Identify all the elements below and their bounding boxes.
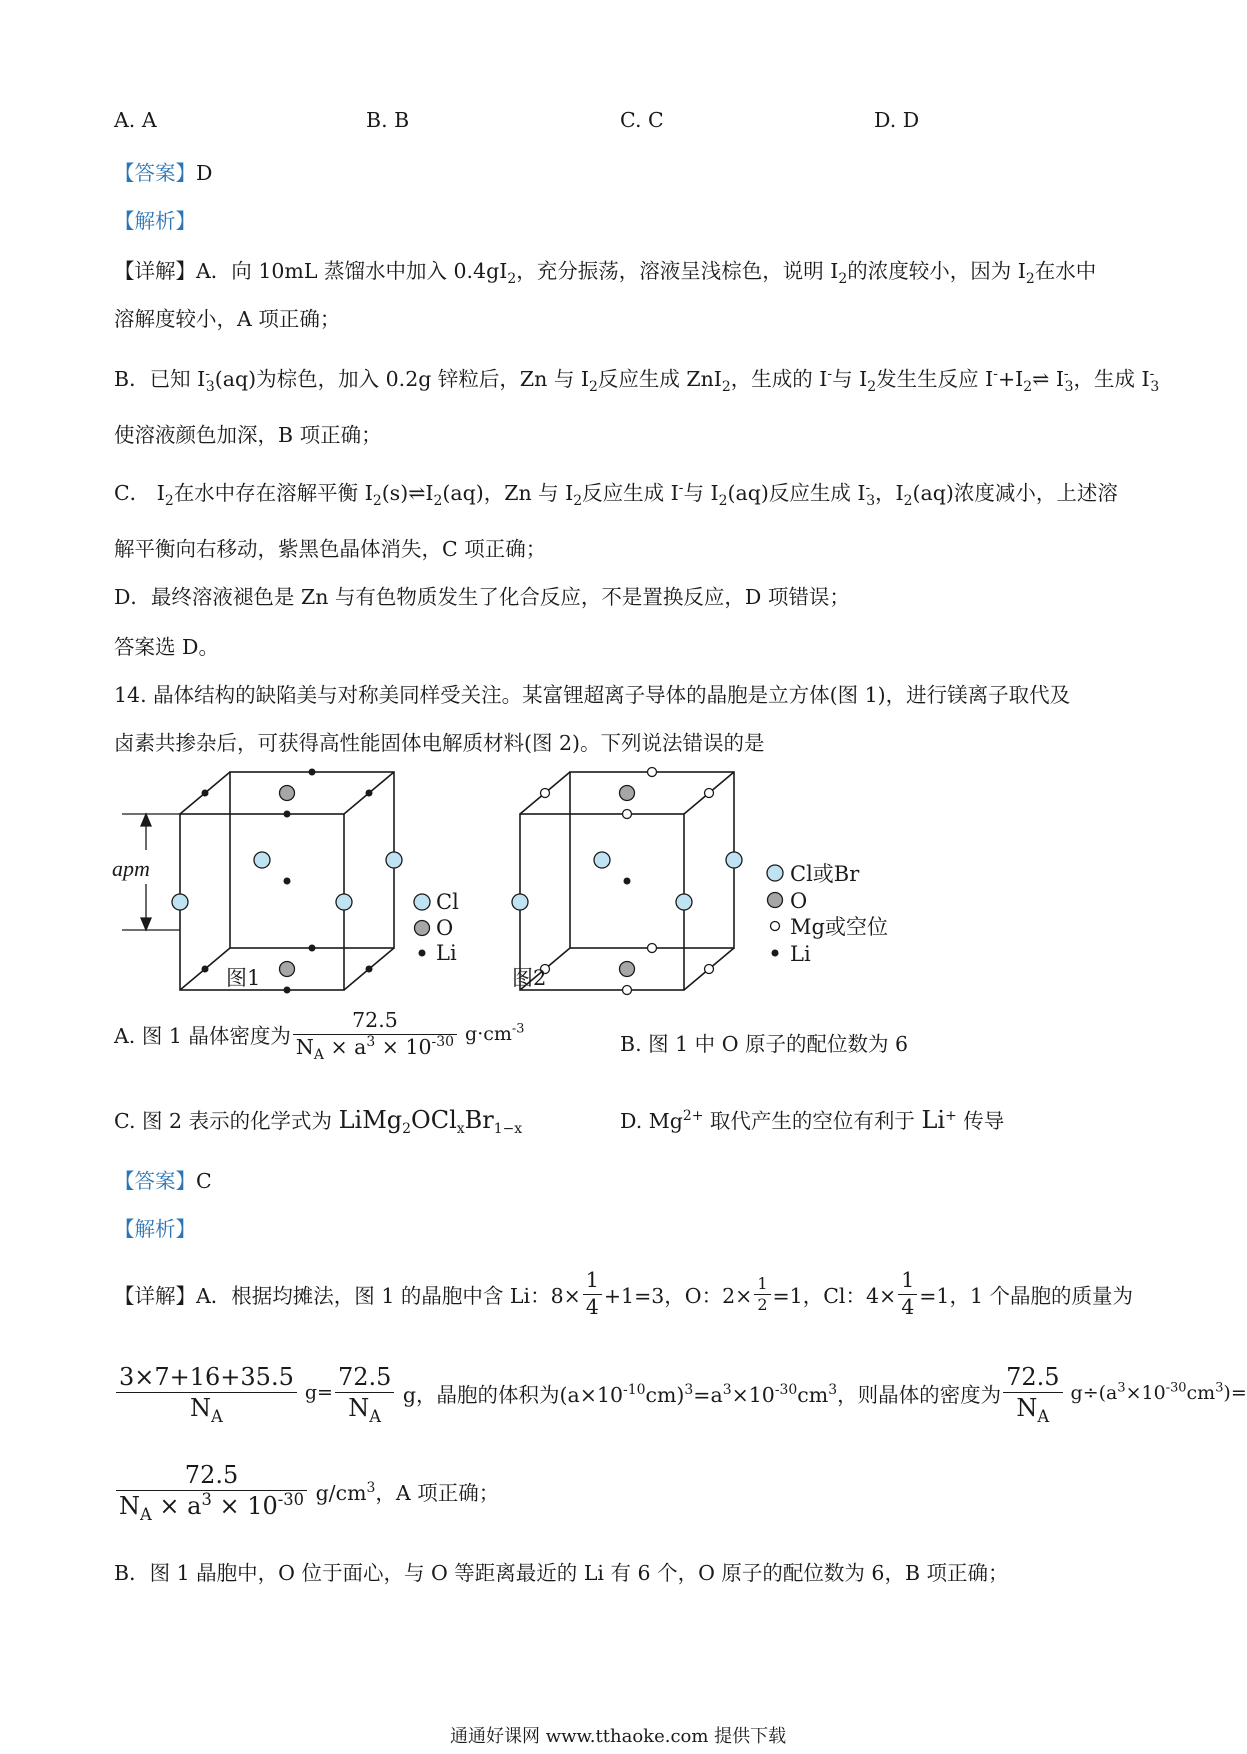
- q14-answer-line: [114, 1164, 212, 1194]
- answer-tag: 【答案】: [114, 161, 196, 185]
- option-a: A. A: [114, 108, 157, 132]
- q14-detail-b: B．图 1 晶胞中，O 位于面心，与 O 等距离最近的 Li 有 6 个，O 原子的配位数为 6，B 项正确；: [114, 1561, 1009, 1585]
- figure1-edge-label: apm: [112, 856, 150, 881]
- analysis-tag: 【解析】: [114, 209, 196, 233]
- q14-detail-a1: 【详解】A．根据均摊法，图 1 的晶胞中含 Li：8× $\frac{1}{4}$ +1=3，O：2× $\frac{1}{2}$ =1，Cl：4× $\frac{1}{4}$ =1，1 个晶胞的质量为: [114, 1268, 1134, 1319]
- crystal-figures: [110, 760, 888, 990]
- legend-cl: Cl: [436, 890, 459, 914]
- q14-option-d: D. $Mg^{2+}$ 取代产生的空位有利于 Li+ 传导: [620, 1106, 1005, 1134]
- q14-analysis-tag: 【解析】: [114, 1217, 196, 1241]
- detail-line-b2: 使溶液颜色加深，B 项正确；: [114, 423, 382, 447]
- legend-mg-vacancy: Mg或空位: [790, 915, 888, 939]
- option-c: C. C: [620, 108, 664, 132]
- answer-value: D: [196, 161, 213, 185]
- legend-li: Li: [436, 941, 457, 965]
- q14-answer-tag: 【答案】: [114, 1169, 196, 1193]
- figure2-caption: 图2: [512, 966, 547, 990]
- detail-line-a1: 【详解】A．向 10mL 蒸馏水中加入 $0.4gI_2$，充分振荡，溶液呈浅棕色，说明 $I_2$的浓度较小，因为 $I_2$在水中: [114, 259, 1097, 288]
- q14-option-c: C. 图 2 表示的化学式为 $LiMg_2OCl_xBr_{1-x}$: [114, 1106, 523, 1138]
- figure1-caption: 图1: [226, 966, 261, 990]
- figure1-atoms: [172, 769, 402, 994]
- option-d: D. D: [874, 108, 920, 132]
- detail-line-a2: 溶解度较小，A 项正确；: [114, 307, 341, 331]
- figure2-legend: [767, 862, 888, 966]
- detail-line-c2: 解平衡向右移动，紫黑色晶体消失，C 项正确；: [114, 537, 547, 561]
- legend-li2: Li: [790, 942, 811, 966]
- q14-option-b: B. 图 1 中 O 原子的配位数为 6: [620, 1032, 909, 1056]
- q14-detail-a3: $\frac{72.5}{N_A \times a^3 \times 10^{-30}}$ $g/cm^3$，A 项正确；: [114, 1460, 499, 1521]
- answer-line: [114, 156, 212, 186]
- footer: 通通好课网 www.tthaoke.com 提供下载: [450, 1726, 787, 1747]
- detail-line-c1: C． $I_2$在水中存在溶解平衡 $I_2(s)\rightleftharpoons I_2(aq)$，Zn 与 $I_2$反应生成 I-与 $I_2(aq)$反应生成 $I^-_3$，$I_2(aq)$浓度减小，上述溶: [114, 480, 1118, 510]
- q14-stem-line1: 14. 晶体结构的缺陷美与对称美同样受关注。某富锂超离子导体的晶胞是立方体(图 1)，进行镁离子取代及: [114, 683, 1071, 707]
- figure2-atoms: [512, 768, 742, 995]
- legend-o2: O: [790, 889, 808, 913]
- q14-option-a: A. 图 1 晶体密度为 $\frac{72.5}{N_A \times a^3 \times 10^{-30}}$ $g\cdot cm^{-3}$: [114, 1008, 525, 1063]
- legend-o: O: [436, 916, 454, 940]
- conclusion: 答案选 D。: [114, 635, 219, 659]
- q14-stem-line2: 卤素共掺杂后，可获得高性能固体电解质材料(图 2)。下列说法错误的是: [114, 731, 765, 755]
- q14-answer-value: C: [196, 1169, 212, 1193]
- detail-line-d: D．最终溶液褪色是 Zn 与有色物质发生了化合反应，不是置换反应，D 项错误；: [114, 585, 850, 609]
- legend-cl-br: Cl或Br: [790, 862, 860, 886]
- detail-line-b1: B．已知 $I^-_3(aq)$为棕色，加入 0.2g 锌粒后，Zn 与 $I_2$反应生成 ZnI$_2$，生成的 I-与 $I_2$发生生反应 $I^-+I_2\rightleftharpoons$ $I^-_3$，生成 $I^-_3$: [114, 366, 1160, 396]
- q14-detail-a2: $\frac{3\times 7+16+35.5}{N_A}$ g= $\frac{72.5}{N_A}$ g，晶胞的体积为$(a\times 10^{-10}cm)^3=a^3\times 10^{-30}cm^3$，则晶体的密度为 $\frac{72.5}{N_A}$ $g\div(a^3\times 10^{-30}cm^3)=$: [114, 1362, 1247, 1423]
- option-b: B. B: [366, 108, 410, 132]
- detail-tag: 【详解】: [114, 259, 196, 283]
